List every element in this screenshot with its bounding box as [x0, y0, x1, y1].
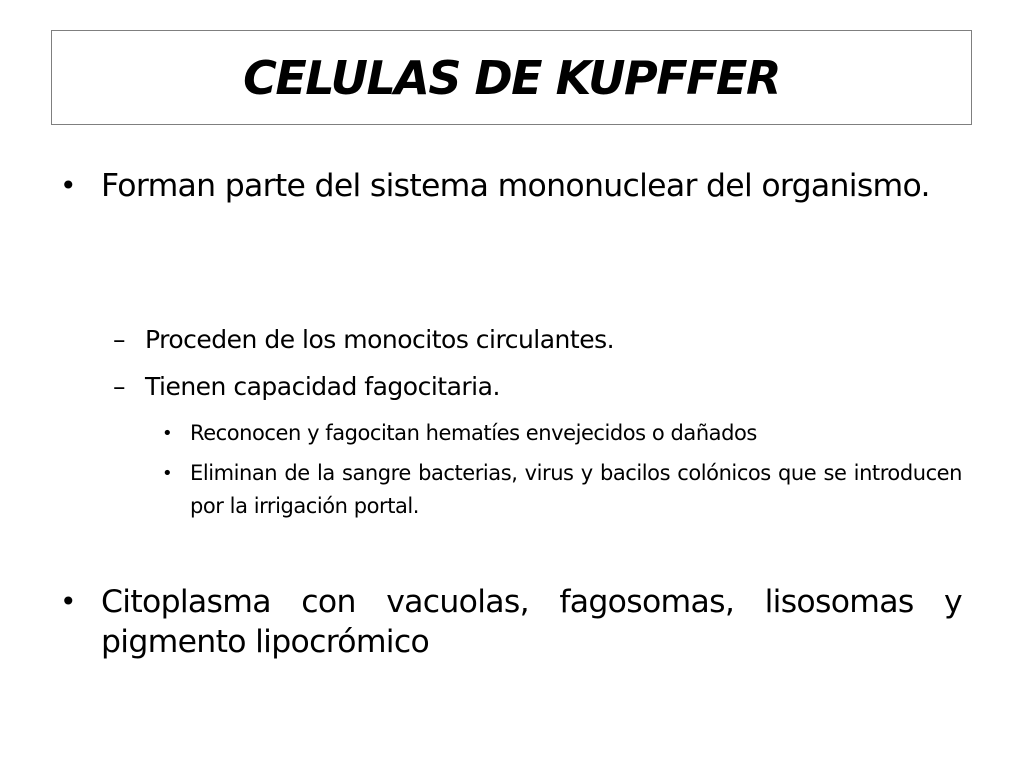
dash-icon: –	[113, 372, 125, 401]
sub-sub-item-red-cells	[162, 417, 962, 450]
bullet-item-cytoplasm	[60, 582, 962, 662]
sub-item-monocytes	[113, 324, 962, 356]
sub-sub-item-text: Eliminan de la sangre bacterias, virus y bacilos colónicos que se introducen por la irrigación portal.	[190, 461, 962, 518]
bullet-icon: •	[162, 423, 173, 444]
bullet-item-mononuclear-system	[60, 166, 962, 206]
bullet-icon: •	[60, 169, 76, 202]
slide-title: CELULAS DE KUPFFER	[243, 50, 780, 105]
dash-icon: –	[113, 325, 125, 354]
bullet-icon: •	[162, 463, 173, 484]
title-box	[51, 30, 972, 125]
sub-item-phagocytic	[113, 371, 962, 403]
bullet-text: Citoplasma con vacuolas, fagosomas, lisosomas y pigmento lipocrómico	[101, 584, 962, 660]
bullet-text: Forman parte del sistema mononuclear del organismo.	[101, 168, 930, 204]
sub-sub-item-text: Reconocen y fagocitan hematíes envejecidos o dañados	[190, 421, 757, 445]
sub-item-text: Tienen capacidad fagocitaria.	[145, 372, 500, 401]
bullet-icon: •	[60, 585, 76, 618]
sub-sub-item-bacteria	[162, 457, 962, 523]
sub-item-text: Proceden de los monocitos circulantes.	[145, 325, 615, 354]
